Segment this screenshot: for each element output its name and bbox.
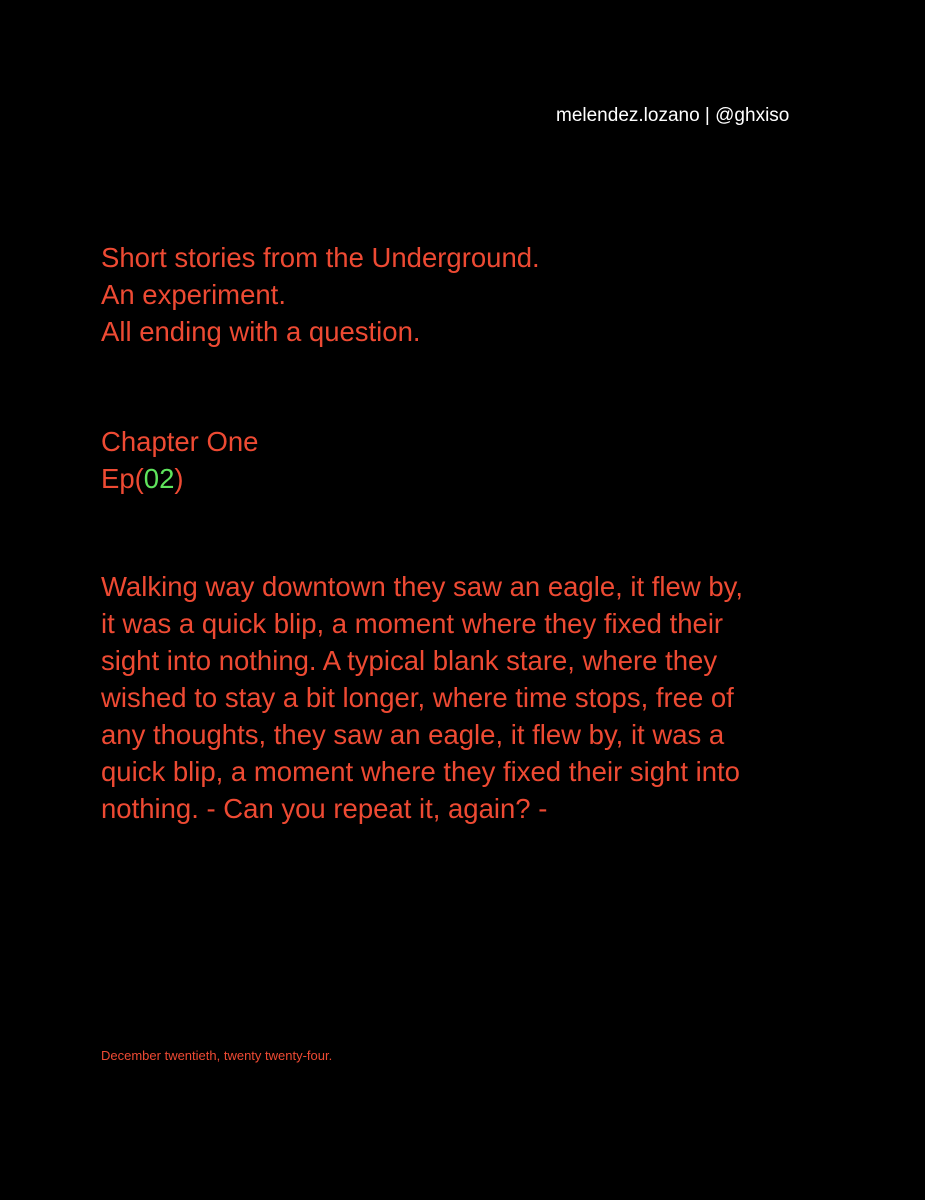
intro-line: An experiment. xyxy=(101,279,286,310)
story-line: quick blip, a moment where they fixed their sight into xyxy=(101,756,740,787)
episode-suffix: ) xyxy=(174,463,184,494)
story-line: sight into nothing. A typical blank stare, where they xyxy=(101,645,718,676)
chapter-title: Chapter One xyxy=(101,426,259,457)
story-line: nothing. - Can you repeat it, again? - xyxy=(101,793,548,824)
chapter-heading xyxy=(101,423,861,497)
story-line: Walking way downtown they saw an eagle, it flew by, xyxy=(101,571,743,602)
intro-block xyxy=(101,239,861,350)
story-line: it was a quick blip, a moment where they fixed their xyxy=(101,608,724,639)
intro-line: All ending with a question. xyxy=(101,316,421,347)
author-byline: melendez.lozano | @ghxiso xyxy=(556,105,790,126)
story-paragraph xyxy=(101,568,841,827)
episode-number: 02 xyxy=(143,463,175,494)
story-line: any thoughts, they saw an eagle, it flew by, it was a xyxy=(101,719,725,750)
episode-label xyxy=(101,460,861,497)
publication-date: December twentieth, twenty twenty-four. xyxy=(101,1048,333,1063)
story-line: wished to stay a bit longer, where time stops, free of xyxy=(101,682,734,713)
episode-prefix: Ep( xyxy=(101,463,144,494)
intro-line: Short stories from the Underground. xyxy=(101,242,540,273)
